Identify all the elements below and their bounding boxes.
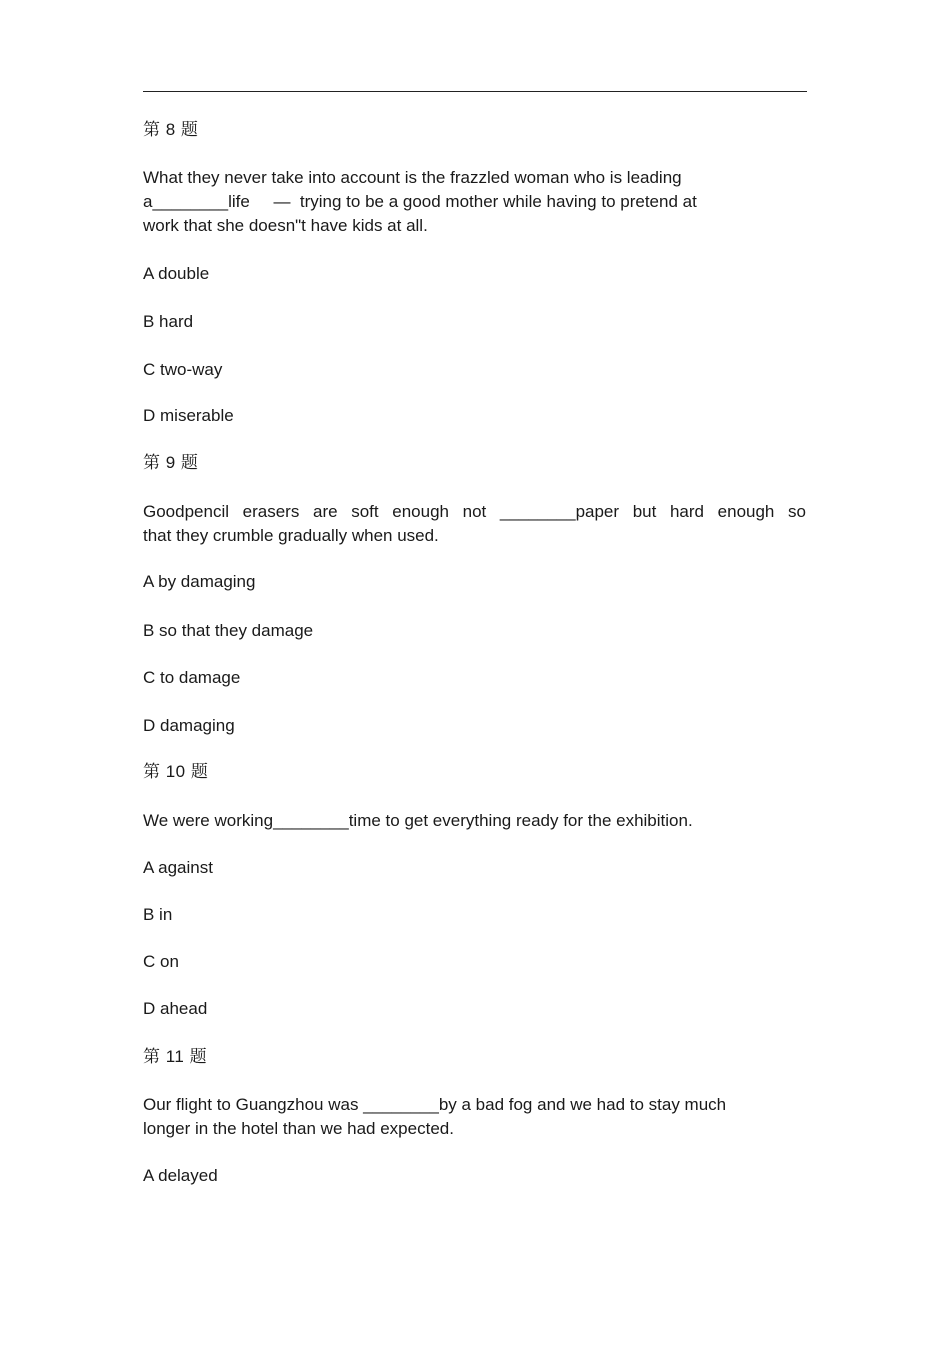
question-9-text-line-1: Goodpencil erasers are soft enough not ________paper but hard enough so — [143, 502, 806, 521]
question-10-text-line-1: We were working________time to get everything ready for the exhibition. — [143, 811, 693, 830]
question-10-option-c: C on — [143, 952, 179, 971]
question-10-option-d: D ahead — [143, 999, 208, 1018]
question-9-text-line-2: that they crumble gradually when used. — [143, 526, 439, 545]
question-8-text-line-2: a________life — trying to be a good mother while having to pretend at — [143, 192, 697, 211]
question-10-option-b: B in — [143, 905, 173, 924]
question-8-text-line-3: work that she doesn"t have kids at all. — [143, 216, 428, 235]
top-rule — [143, 91, 807, 92]
question-9-heading: 第 9 题 — [143, 453, 199, 472]
question-8-text-line-1: What they never take into account is the frazzled woman who is leading — [143, 168, 682, 187]
question-8-option-b: B hard — [143, 312, 194, 331]
question-11-text-line-1: Our flight to Guangzhou was ________by a bad fog and we had to stay much — [143, 1095, 727, 1114]
question-8-option-c: C two-way — [143, 360, 223, 379]
question-11-text-line-2: longer in the hotel than we had expected. — [143, 1119, 454, 1138]
question-11-heading: 第 11 题 — [143, 1047, 208, 1066]
question-10-option-a: A against — [143, 858, 213, 877]
question-9-option-b: B so that they damage — [143, 621, 314, 640]
question-8-option-a: A double — [143, 264, 210, 283]
question-10-heading: 第 10 题 — [143, 762, 209, 781]
question-8-heading: 第 8 题 — [143, 120, 199, 139]
question-9-option-a: A by damaging — [143, 572, 256, 591]
question-9-option-d: D damaging — [143, 716, 235, 735]
question-11-option-a: A delayed — [143, 1166, 218, 1185]
question-8-option-d: D miserable — [143, 406, 234, 425]
question-9-option-c: C to damage — [143, 668, 241, 687]
